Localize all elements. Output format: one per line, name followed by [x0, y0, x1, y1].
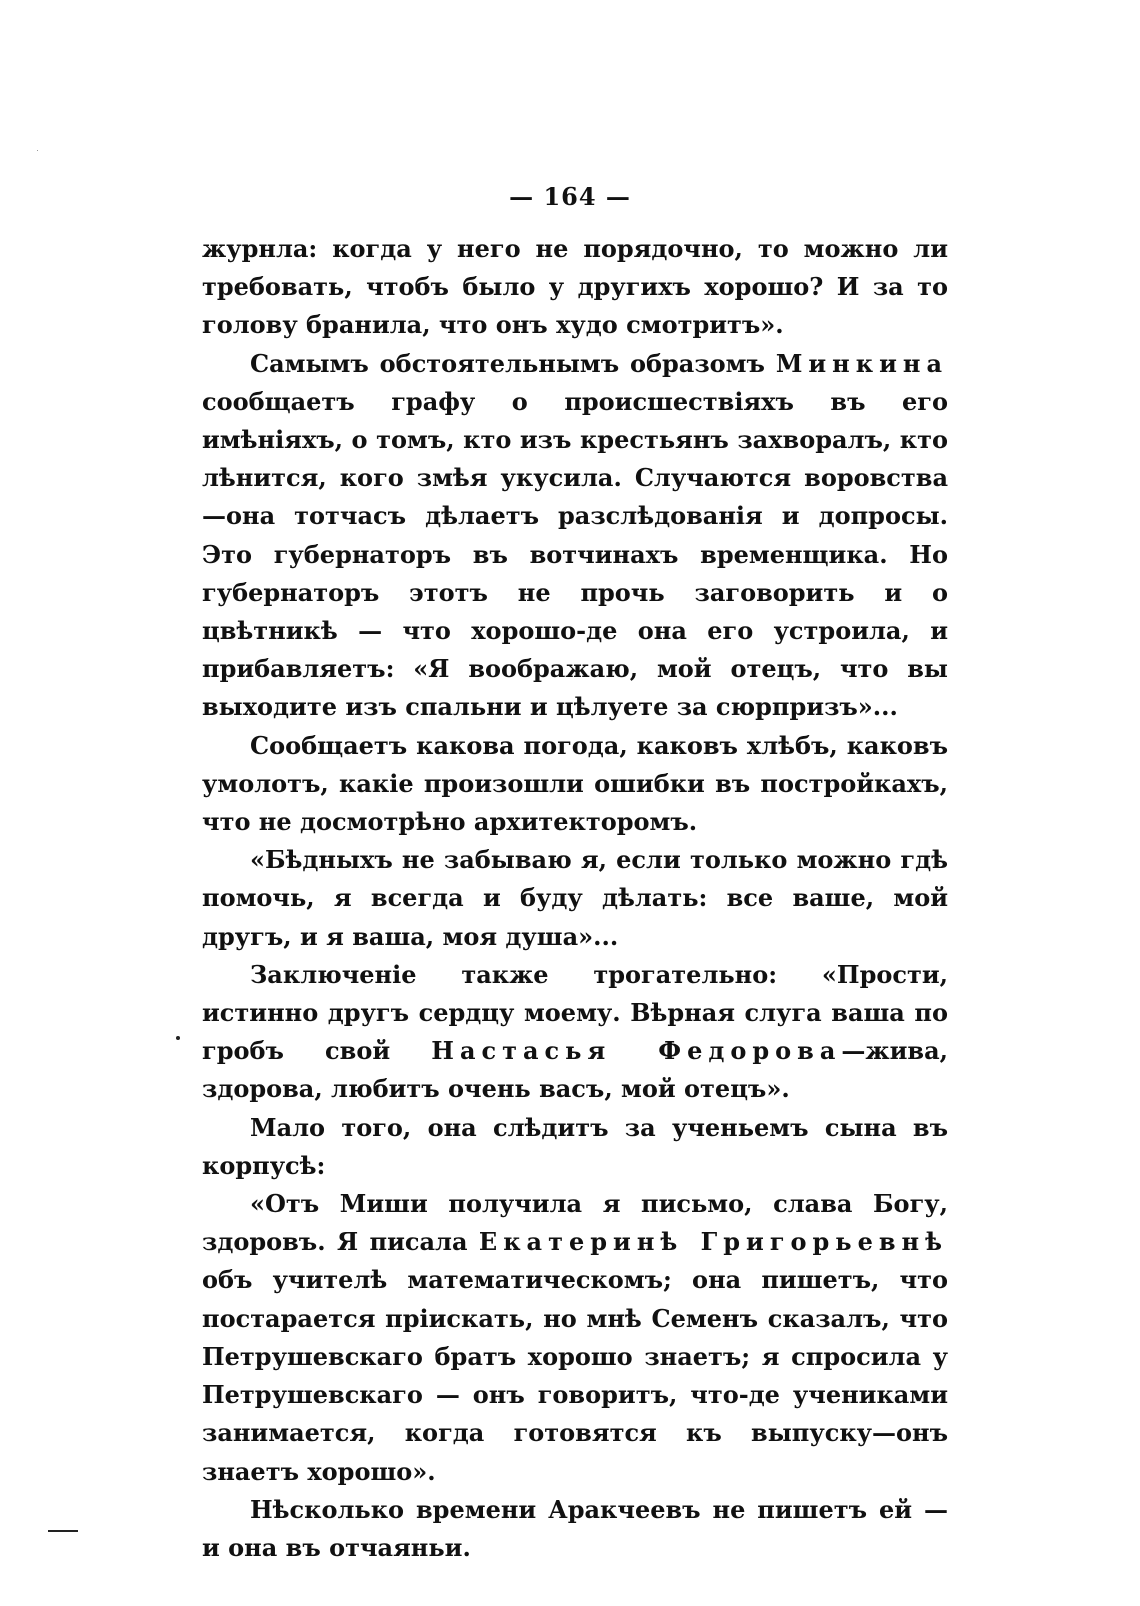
scan-margin-mark	[48, 1530, 78, 1532]
paragraph-7-start: «Отъ Миши получила я письмо, слава Богу, здоровъ. Я писала	[202, 1189, 948, 1257]
paragraph-7	[202, 1185, 948, 1491]
name-ekaterina-grigorievna: Екатеринѣ Григорьевнѣ	[478, 1227, 948, 1257]
name-minkina: Минкина	[775, 348, 948, 378]
paragraph-4: «Бѣдныхъ не забываю я, если только можно гдѣ помочь, я всегда и буду дѣлать: все ваше, мой другъ, и я ваша, моя душа»...	[202, 845, 948, 951]
paragraph-3: Сообщаетъ какова погода, каковъ хлѣбъ, каковъ умолотъ, какiе произошли ошибки въ постройкахъ, что не досмотрѣно архитекторомъ.	[202, 730, 948, 837]
paragraph-2	[202, 345, 948, 727]
paragraph-6: Мало того, она слѣдитъ за ученьемъ сына въ корпусѣ:	[202, 1112, 948, 1180]
paragraph-5-start: Заключенiе также трогательно: «Прости, истинно другъ сердцу моему. Вѣрная слуга ваша по гробъ свой	[202, 959, 948, 1066]
paragraph-2-start: Самымъ обстоятельнымъ образомъ	[250, 348, 776, 378]
paragraph-5	[202, 956, 948, 1109]
name-nastasya-fedorova: Настасья Федорова	[431, 1036, 842, 1066]
paragraph-8: Нѣсколько времени Аракчеевъ не пишетъ ей — и она въ отчаяньи.	[202, 1494, 948, 1562]
paragraph-5-rest: —жива, здорова, любитъ очень васъ, мой отецъ».	[202, 1036, 948, 1104]
scan-dot	[176, 1036, 180, 1040]
body-text	[202, 230, 948, 1567]
page-number: — 164 —	[509, 182, 631, 211]
paragraph-7-rest: объ учителѣ математическомъ; она пишетъ, что постарается прiискать, но мнѣ Семенъ сказалъ, что Петрушевскаго братъ хорошо знаетъ; я спросила у Петрушевскаго — онъ говоритъ, что-де учениками занимается, когда готовятся къ выпуску—онъ знаетъ хорошо».	[202, 1265, 948, 1486]
scan-speck	[37, 150, 38, 151]
paragraph-2-rest: сообщаетъ графу о происшествiяхъ въ его имѣнiяхъ, о томъ, кто изъ крестьянъ захворалъ, кто лѣнится, кого змѣя укусила. Случаются воровства—она тотчасъ дѣлаетъ разслѣдованiя и допросы. Это губернаторъ въ вотчинахъ временщика. Но губернаторъ этотъ не прочь заговорить и о цвѣтникѣ — что хорошо-де она его устроила, и прибавляетъ: «Я воображаю, мой отецъ, что вы выходите изъ спальни и цѣлуете за сюрпризъ»...	[202, 386, 948, 722]
paragraph-1: журнла: когда у него не порядочно, то можно ли требовать, чтобъ было у другихъ хорошо? И за то голову бранила, что онъ худо смотритъ».	[202, 234, 948, 340]
